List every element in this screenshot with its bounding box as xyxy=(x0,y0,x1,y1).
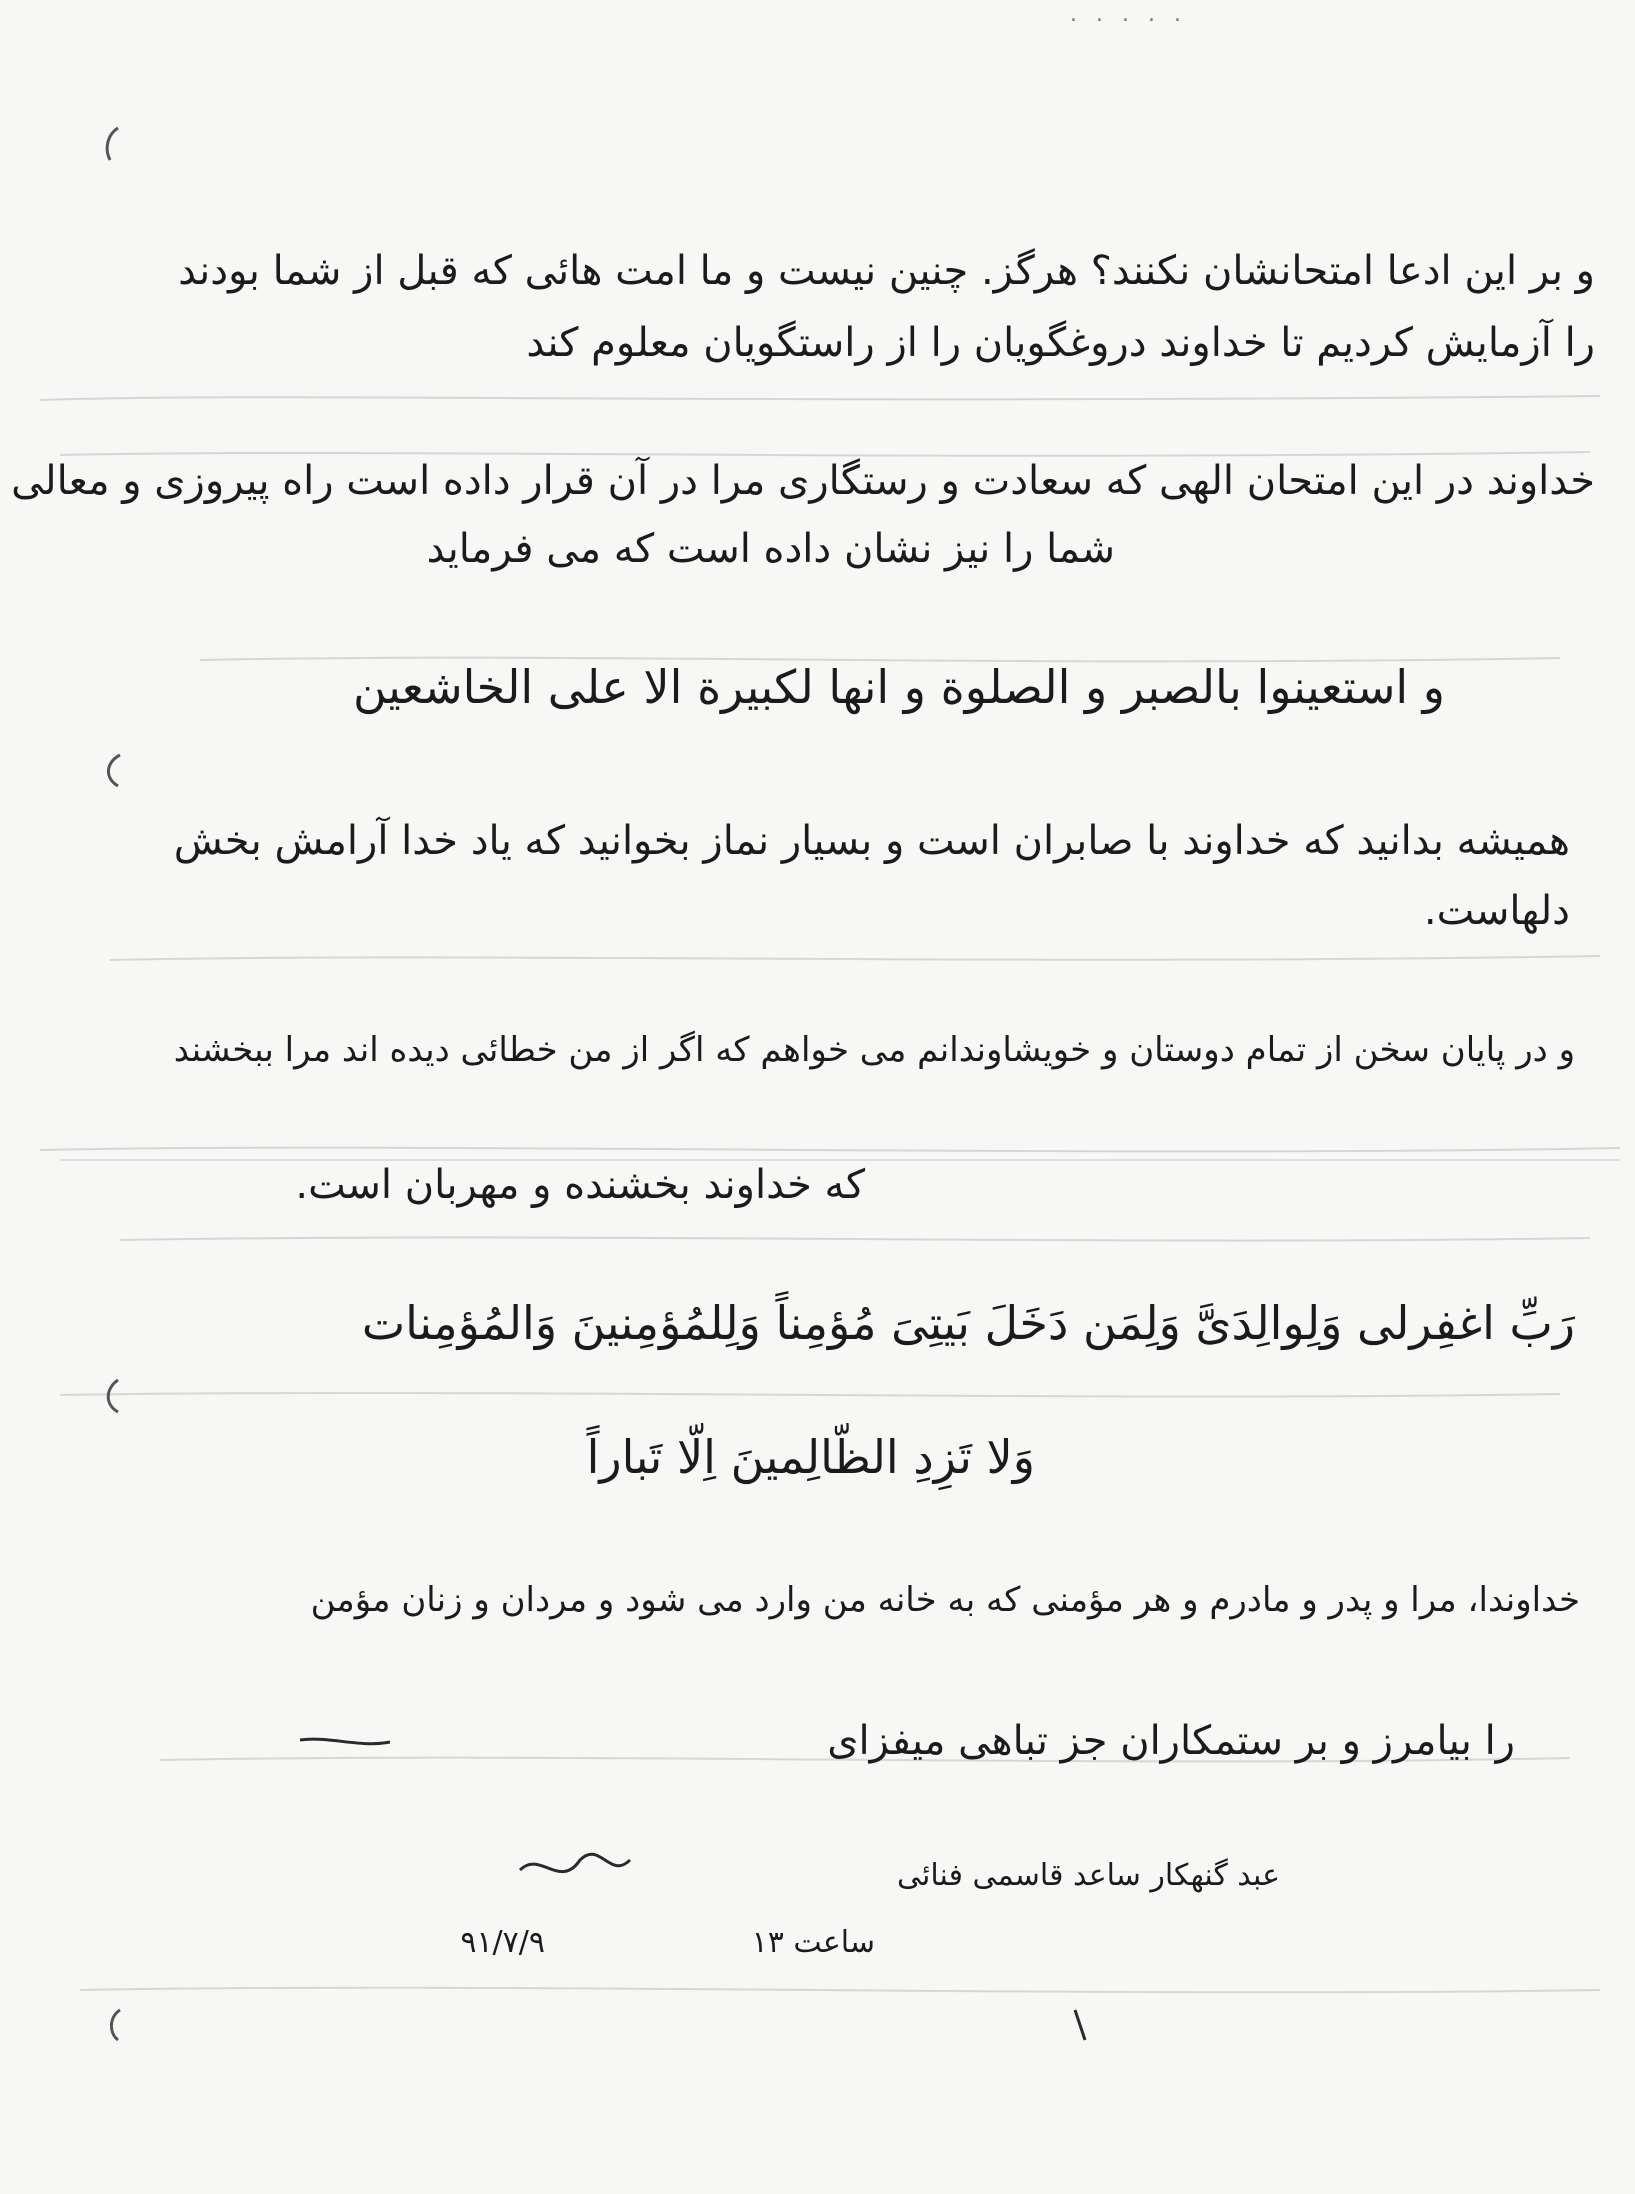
paragraph-8-line-2: را بیامرز و بر ستمکاران جز تباهی میفزای xyxy=(827,1718,1515,1764)
bracket-mark xyxy=(111,2010,120,2040)
paragraph-6-line-1: که خداوند بخشنده و مهربان است. xyxy=(295,1162,865,1208)
bracket-mark xyxy=(108,755,120,786)
paragraph-1-line-2: را آزمایش کردیم تا خداوند دروغگویان را از راستگویان معلوم کند xyxy=(526,320,1595,366)
paragraph-2-line-2: شما را نیز نشان داده است که می فرماید xyxy=(426,526,1115,572)
signature-date: ۹۱/۷/۹ xyxy=(460,1925,545,1960)
paragraph-2-line-1: خداوند در این امتحان الهی که سعادت و رستگاری مرا در آن قرار داده است راه پیروزی و معالی xyxy=(11,458,1595,504)
tick-mark xyxy=(1075,2010,1085,2040)
signature-scribble xyxy=(300,1739,390,1744)
verse-istianah: و استعینوا بالصبر و الصلوة و انها لکبیرة الا علی الخاشعین xyxy=(353,660,1445,714)
paragraph-1-line-1: و بر این ادعا امتحانشان نکنند؟ هرگز. چنین نیست و ما امت هائی که قبل از شما بودند xyxy=(178,248,1595,294)
prayer-line-2: وَلا تَزِدِ الظّالِمینَ اِلّا تَباراً xyxy=(586,1430,1035,1484)
paragraph-4-line-1: همیشه بدانید که خداوند با صابران است و بسیار نماز بخوانید که یاد خدا آرامش بخش xyxy=(173,818,1570,864)
bracket-mark xyxy=(107,128,118,160)
signature-time: ساعت ۱۳ xyxy=(751,1925,875,1960)
top-dots: . . . . . xyxy=(1070,2,1187,27)
paragraph-8-line-1: خداوندا، مرا و پدر و مادرم و هر مؤمنی که به خانه من وارد می شود و مردان و زنان مؤمن xyxy=(310,1580,1580,1620)
signature-name: عبد گنهکار ساعد قاسمی فنائی xyxy=(897,1858,1280,1893)
prayer-line-1: رَبِّ اغفِرلی وَلِوالِدَیَّ وَلِمَن دَخَلَ بَیتِیَ مُؤمِناً وَلِلمُؤمِنینَ وَالمُؤمِنات xyxy=(361,1296,1575,1350)
paragraph-4-line-2: دلهاست. xyxy=(1423,888,1570,934)
paragraph-5-line-1: و در پایان سخن از تمام دوستان و خویشاوندانم می خواهم که اگر از من خطائی دیده اند مرا ببخشند xyxy=(173,1030,1575,1070)
bracket-mark xyxy=(108,1380,118,1412)
signature-scribble xyxy=(520,1854,630,1871)
